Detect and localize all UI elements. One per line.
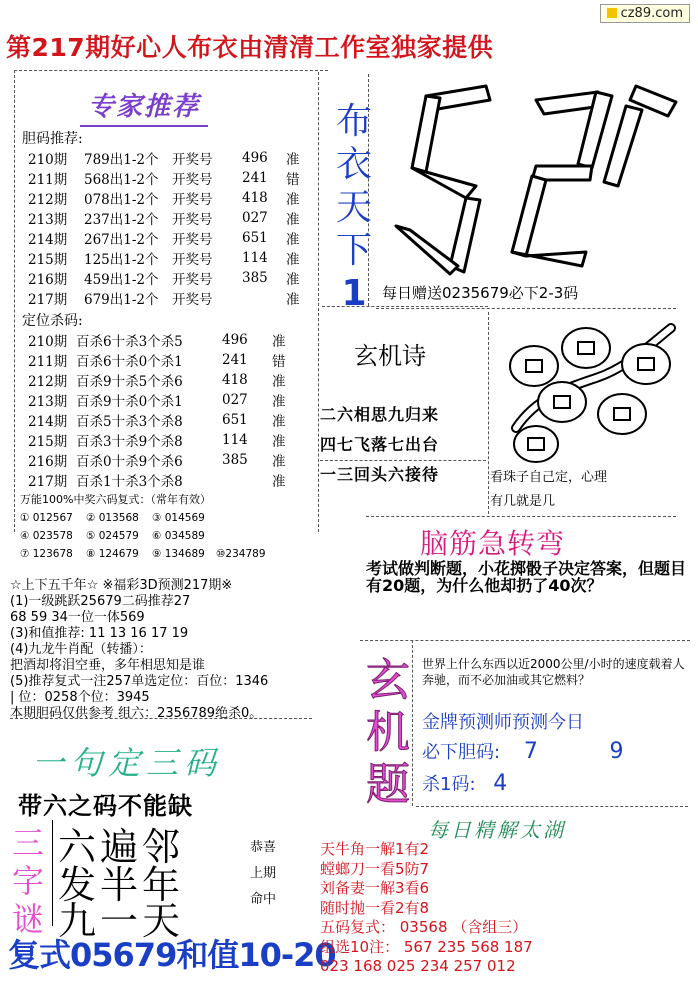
divider bbox=[488, 312, 489, 514]
table-cell: 准 bbox=[272, 474, 286, 490]
taihu-line: 天牛角一解1有2 bbox=[320, 840, 430, 858]
table-cell bbox=[242, 288, 286, 308]
table-row bbox=[28, 330, 292, 350]
table-row bbox=[28, 248, 306, 268]
table-row bbox=[28, 288, 306, 308]
wanneng-title: 万能100%中奖六码复式：（常年有效） bbox=[20, 493, 211, 506]
table-cell: 216期 bbox=[28, 272, 68, 288]
bar-shape bbox=[450, 198, 480, 272]
info-line: (5)推荐复式一注257单选定位：百位：1346 bbox=[10, 674, 269, 689]
bead-note-line: 看珠子自己定，心理 bbox=[490, 470, 608, 485]
page-headline: 第217期好心人布衣由清清工作室独家提供 bbox=[6, 33, 494, 62]
bar-shape bbox=[512, 252, 586, 266]
table-cell: 027 bbox=[222, 392, 248, 408]
dan-value: 7 bbox=[523, 739, 538, 764]
xuanji-ti-char: 玄 bbox=[366, 655, 410, 706]
taihu-title: 每日精解太湖 bbox=[428, 818, 566, 842]
table-cell: 216期 bbox=[28, 454, 68, 470]
bar-shape bbox=[512, 176, 546, 256]
table-cell: 准 bbox=[286, 252, 300, 268]
logo-square-icon bbox=[607, 8, 617, 18]
divider bbox=[52, 820, 53, 926]
table-cell: 027 bbox=[242, 210, 268, 226]
combo-item: ⑥ 034589 bbox=[152, 530, 205, 542]
info-line: 68 59 34一位一体569 bbox=[10, 610, 145, 625]
poem-line: 四七飞落七出台 bbox=[320, 435, 440, 454]
table-cell: 准 bbox=[272, 394, 286, 410]
one-line-title: 一句定三码 bbox=[32, 744, 223, 782]
site-watermark bbox=[600, 4, 690, 23]
fushi-line: 复式05679和值10-20 bbox=[8, 936, 336, 974]
must-six-line: 带六之码不能缺 bbox=[18, 792, 193, 820]
table-cell: 百杀0十杀9个杀6 bbox=[76, 454, 183, 470]
table-cell: 开奖号 bbox=[172, 252, 213, 268]
divider bbox=[14, 70, 328, 71]
watermark-text: cz89.com bbox=[620, 6, 683, 21]
daily-send-text: 每日赠送0235679必下2-3码 bbox=[382, 284, 579, 302]
table-cell: 385 bbox=[222, 452, 248, 468]
table-row bbox=[28, 470, 292, 490]
congrats-text: 命中 bbox=[250, 892, 277, 907]
table-cell: 准 bbox=[272, 334, 286, 350]
table-cell: 开奖号 bbox=[172, 272, 213, 288]
taihu-line: 随时抛一看2有8 bbox=[320, 898, 430, 917]
info-line: 把酒却将泪空垂，多年相思知是谁 bbox=[10, 658, 206, 673]
divider bbox=[318, 72, 319, 532]
divider bbox=[360, 640, 690, 641]
table-row bbox=[28, 268, 306, 288]
dan-value: 9 bbox=[609, 739, 624, 764]
table-row bbox=[28, 148, 306, 168]
table-row bbox=[28, 370, 292, 390]
combo-item: ① 012567 bbox=[20, 512, 73, 524]
combo-row bbox=[20, 548, 266, 560]
xuanji-ti-question: 世界上什么东西以近2000公里/小时的速度载着人奔驰，而不必加油或其它燃料？ bbox=[422, 657, 685, 687]
pos-kill-label: 定位杀码: bbox=[22, 313, 83, 329]
xuanji-poem-title: 玄机诗 bbox=[354, 342, 426, 370]
riddle-big-line: 发半年 bbox=[58, 863, 185, 907]
table-row bbox=[28, 188, 306, 208]
divider bbox=[376, 308, 676, 309]
table-cell: 459出1-2个 bbox=[84, 272, 159, 288]
divider bbox=[366, 516, 676, 517]
table-cell: 078出1-2个 bbox=[84, 192, 159, 208]
table-cell: 211期 bbox=[28, 172, 68, 188]
table-cell: 496 bbox=[242, 150, 268, 166]
bar-shape bbox=[412, 168, 476, 198]
divider bbox=[412, 640, 413, 806]
divider bbox=[14, 70, 15, 532]
bar-shape bbox=[396, 226, 458, 274]
table-row bbox=[28, 430, 292, 450]
table-cell: 418 bbox=[222, 372, 248, 388]
table-cell: 准 bbox=[286, 232, 300, 248]
table-cell: 准 bbox=[286, 292, 300, 308]
buyi-char: 1 bbox=[341, 273, 367, 314]
table-cell: 准 bbox=[286, 192, 300, 208]
table-cell: 267出1-2个 bbox=[84, 232, 159, 248]
table-cell: 错 bbox=[286, 172, 300, 188]
info-line: (3)和值推荐: 11 13 16 17 19 bbox=[10, 626, 189, 641]
table-cell: 百杀9十杀5个杀6 bbox=[76, 374, 183, 390]
table-cell: 214期 bbox=[28, 232, 68, 248]
info-line: (1)一级跳跃25679二码推荐27 bbox=[10, 594, 191, 609]
table-cell: 准 bbox=[272, 454, 286, 470]
dan-line bbox=[422, 738, 624, 764]
table-cell: 开奖号 bbox=[172, 152, 213, 168]
table-cell: 百杀5十杀3个杀8 bbox=[76, 414, 183, 430]
kill-line bbox=[422, 770, 507, 796]
combo-item: ⑨ 134689 bbox=[152, 548, 205, 560]
table-row bbox=[28, 350, 292, 370]
table-cell: 651 bbox=[222, 412, 248, 428]
table-cell: 789出1-2个 bbox=[84, 152, 159, 168]
bar-shape bbox=[604, 106, 642, 186]
buyi-char: 下 bbox=[335, 230, 372, 271]
brain-teaser-title: 脑筋急转弯 bbox=[420, 527, 566, 560]
coin-beads-graphic bbox=[496, 318, 686, 468]
table-cell: 准 bbox=[272, 414, 286, 430]
riddle-big-line: 九一天 bbox=[58, 899, 185, 943]
san-zi-char: 谜 bbox=[11, 900, 44, 938]
bar-shape bbox=[412, 96, 440, 172]
info-line: ☆上下五千年☆ ※福彩3D预测217期※ bbox=[10, 578, 233, 593]
bar-figure-graphic bbox=[386, 76, 682, 276]
combo-item: ④ 023578 bbox=[20, 530, 73, 542]
dan-label: 必下胆码: bbox=[422, 742, 501, 763]
table-cell: 准 bbox=[286, 212, 300, 228]
dan-table bbox=[28, 148, 306, 308]
combo-item: ② 013568 bbox=[86, 512, 139, 524]
taihu-line: 螳螂刀一看5防7 bbox=[320, 859, 430, 878]
buyi-title bbox=[334, 100, 374, 315]
table-cell: 212期 bbox=[28, 192, 68, 208]
combo-item: ⑧ 124679 bbox=[86, 548, 139, 560]
table-cell: 114 bbox=[222, 432, 248, 448]
table-cell: 241 bbox=[222, 352, 248, 368]
buyi-char: 衣 bbox=[335, 144, 372, 185]
table-row bbox=[28, 228, 306, 248]
poem-line: 二六相思九归来 bbox=[320, 405, 440, 424]
buyi-char: 布 bbox=[335, 101, 372, 142]
combo-row bbox=[20, 512, 205, 524]
table-cell: 开奖号 bbox=[172, 292, 213, 308]
dan-label: 胆码推荐: bbox=[22, 131, 83, 147]
table-cell: 114 bbox=[242, 250, 268, 266]
divider bbox=[416, 806, 688, 807]
buyi-char: 天 bbox=[335, 187, 372, 228]
xuanji-ti-char: 题 bbox=[366, 759, 410, 810]
table-cell: 214期 bbox=[28, 414, 68, 430]
congrats-text: 恭喜 bbox=[250, 840, 277, 855]
table-cell: 237出1-2个 bbox=[84, 212, 159, 228]
table-cell: 215期 bbox=[28, 252, 68, 268]
info-line: (4)九龙牛肖配（转播）： bbox=[10, 642, 152, 657]
table-cell: 210期 bbox=[28, 334, 68, 350]
table-cell: 开奖号 bbox=[172, 232, 213, 248]
table-cell: 679出1-2个 bbox=[84, 292, 159, 308]
table-cell: 211期 bbox=[28, 354, 68, 370]
table-cell: 241 bbox=[242, 170, 268, 186]
table-cell: 213期 bbox=[28, 394, 68, 410]
bead-note bbox=[490, 466, 607, 514]
congrats-text: 上期 bbox=[250, 866, 277, 881]
table-cell: 651 bbox=[242, 230, 268, 246]
taihu-line: 组选10注： 567 235 568 187 bbox=[320, 937, 533, 956]
kill-value: 4 bbox=[493, 771, 508, 796]
taihu-line: 刘备妻一解3看6 bbox=[320, 879, 430, 897]
table-cell: 496 bbox=[222, 332, 248, 348]
table-cell: 125出1-2个 bbox=[84, 252, 159, 268]
combo-item: ⑦ 123678 bbox=[20, 548, 73, 560]
table-cell: 213期 bbox=[28, 212, 68, 228]
taihu-line: 五码复式： 03568 （含组三） bbox=[320, 918, 528, 936]
table-cell: 开奖号 bbox=[172, 192, 213, 208]
table-cell: 准 bbox=[272, 434, 286, 450]
pos-kill-table bbox=[28, 330, 292, 490]
combo-row bbox=[20, 530, 205, 542]
xuanji-ti-label bbox=[364, 655, 412, 811]
table-row bbox=[28, 410, 292, 430]
table-cell: 准 bbox=[286, 152, 300, 168]
info-line: 本期胆码仅供参考 组六：2356789绝杀0。 bbox=[10, 706, 263, 721]
table-cell: 385 bbox=[242, 270, 268, 286]
san-zi-char: 字 bbox=[11, 862, 44, 900]
table-cell: 百杀9十杀0个杀1 bbox=[76, 394, 183, 410]
table-cell: 开奖号 bbox=[172, 212, 213, 228]
table-row bbox=[28, 168, 306, 188]
brain-teaser-question: 考试做判断题，小花掷骰子决定答案，但题目有20题，为什么他却扔了40次？ bbox=[366, 559, 687, 595]
table-row bbox=[28, 450, 292, 470]
table-cell: 准 bbox=[272, 374, 286, 390]
table-cell: 百杀6十杀0个杀1 bbox=[76, 354, 183, 370]
kill-label: 杀1码: bbox=[422, 774, 476, 795]
table-cell: 217期 bbox=[28, 292, 68, 308]
divider bbox=[320, 460, 486, 461]
bead-note-line: 有几就是几 bbox=[490, 494, 556, 509]
san-zi-label bbox=[6, 824, 50, 938]
table-cell: 百杀3十杀9个杀8 bbox=[76, 434, 183, 450]
riddle-big-line: 六遍邻 bbox=[58, 825, 185, 869]
san-zi-char: 三 bbox=[11, 824, 44, 862]
table-cell: 217期 bbox=[28, 474, 68, 490]
table-cell bbox=[222, 470, 272, 490]
table-cell: 215期 bbox=[28, 434, 68, 450]
taihu-line: 023 168 025 234 257 012 bbox=[320, 957, 516, 975]
table-cell: 418 bbox=[242, 190, 268, 206]
table-row bbox=[28, 390, 292, 410]
gold-title: 金牌预测师预测今日 bbox=[422, 712, 584, 733]
poem-line: 一三回头六接待 bbox=[320, 465, 440, 484]
combo-item: ⑤ 024579 bbox=[86, 530, 139, 542]
combo-item: ③ 014569 bbox=[152, 512, 205, 524]
info-line: | 位：0258个位：3945 bbox=[10, 690, 150, 705]
table-cell: 开奖号 bbox=[172, 172, 213, 188]
table-cell: 百杀1十杀3个杀8 bbox=[76, 474, 183, 490]
table-cell: 错 bbox=[272, 354, 286, 370]
table-cell: 准 bbox=[286, 272, 300, 288]
table-cell: 210期 bbox=[28, 152, 68, 168]
xuanji-ti-char: 机 bbox=[366, 707, 410, 758]
taihu-lines bbox=[320, 840, 533, 977]
expert-title: 专家推荐 bbox=[88, 86, 200, 123]
table-cell: 568出1-2个 bbox=[84, 172, 159, 188]
table-cell: 212期 bbox=[28, 374, 68, 390]
combo-item: ⑩234789 bbox=[216, 548, 266, 560]
table-cell: 百杀6十杀3个杀5 bbox=[76, 334, 183, 350]
table-row bbox=[28, 208, 306, 228]
